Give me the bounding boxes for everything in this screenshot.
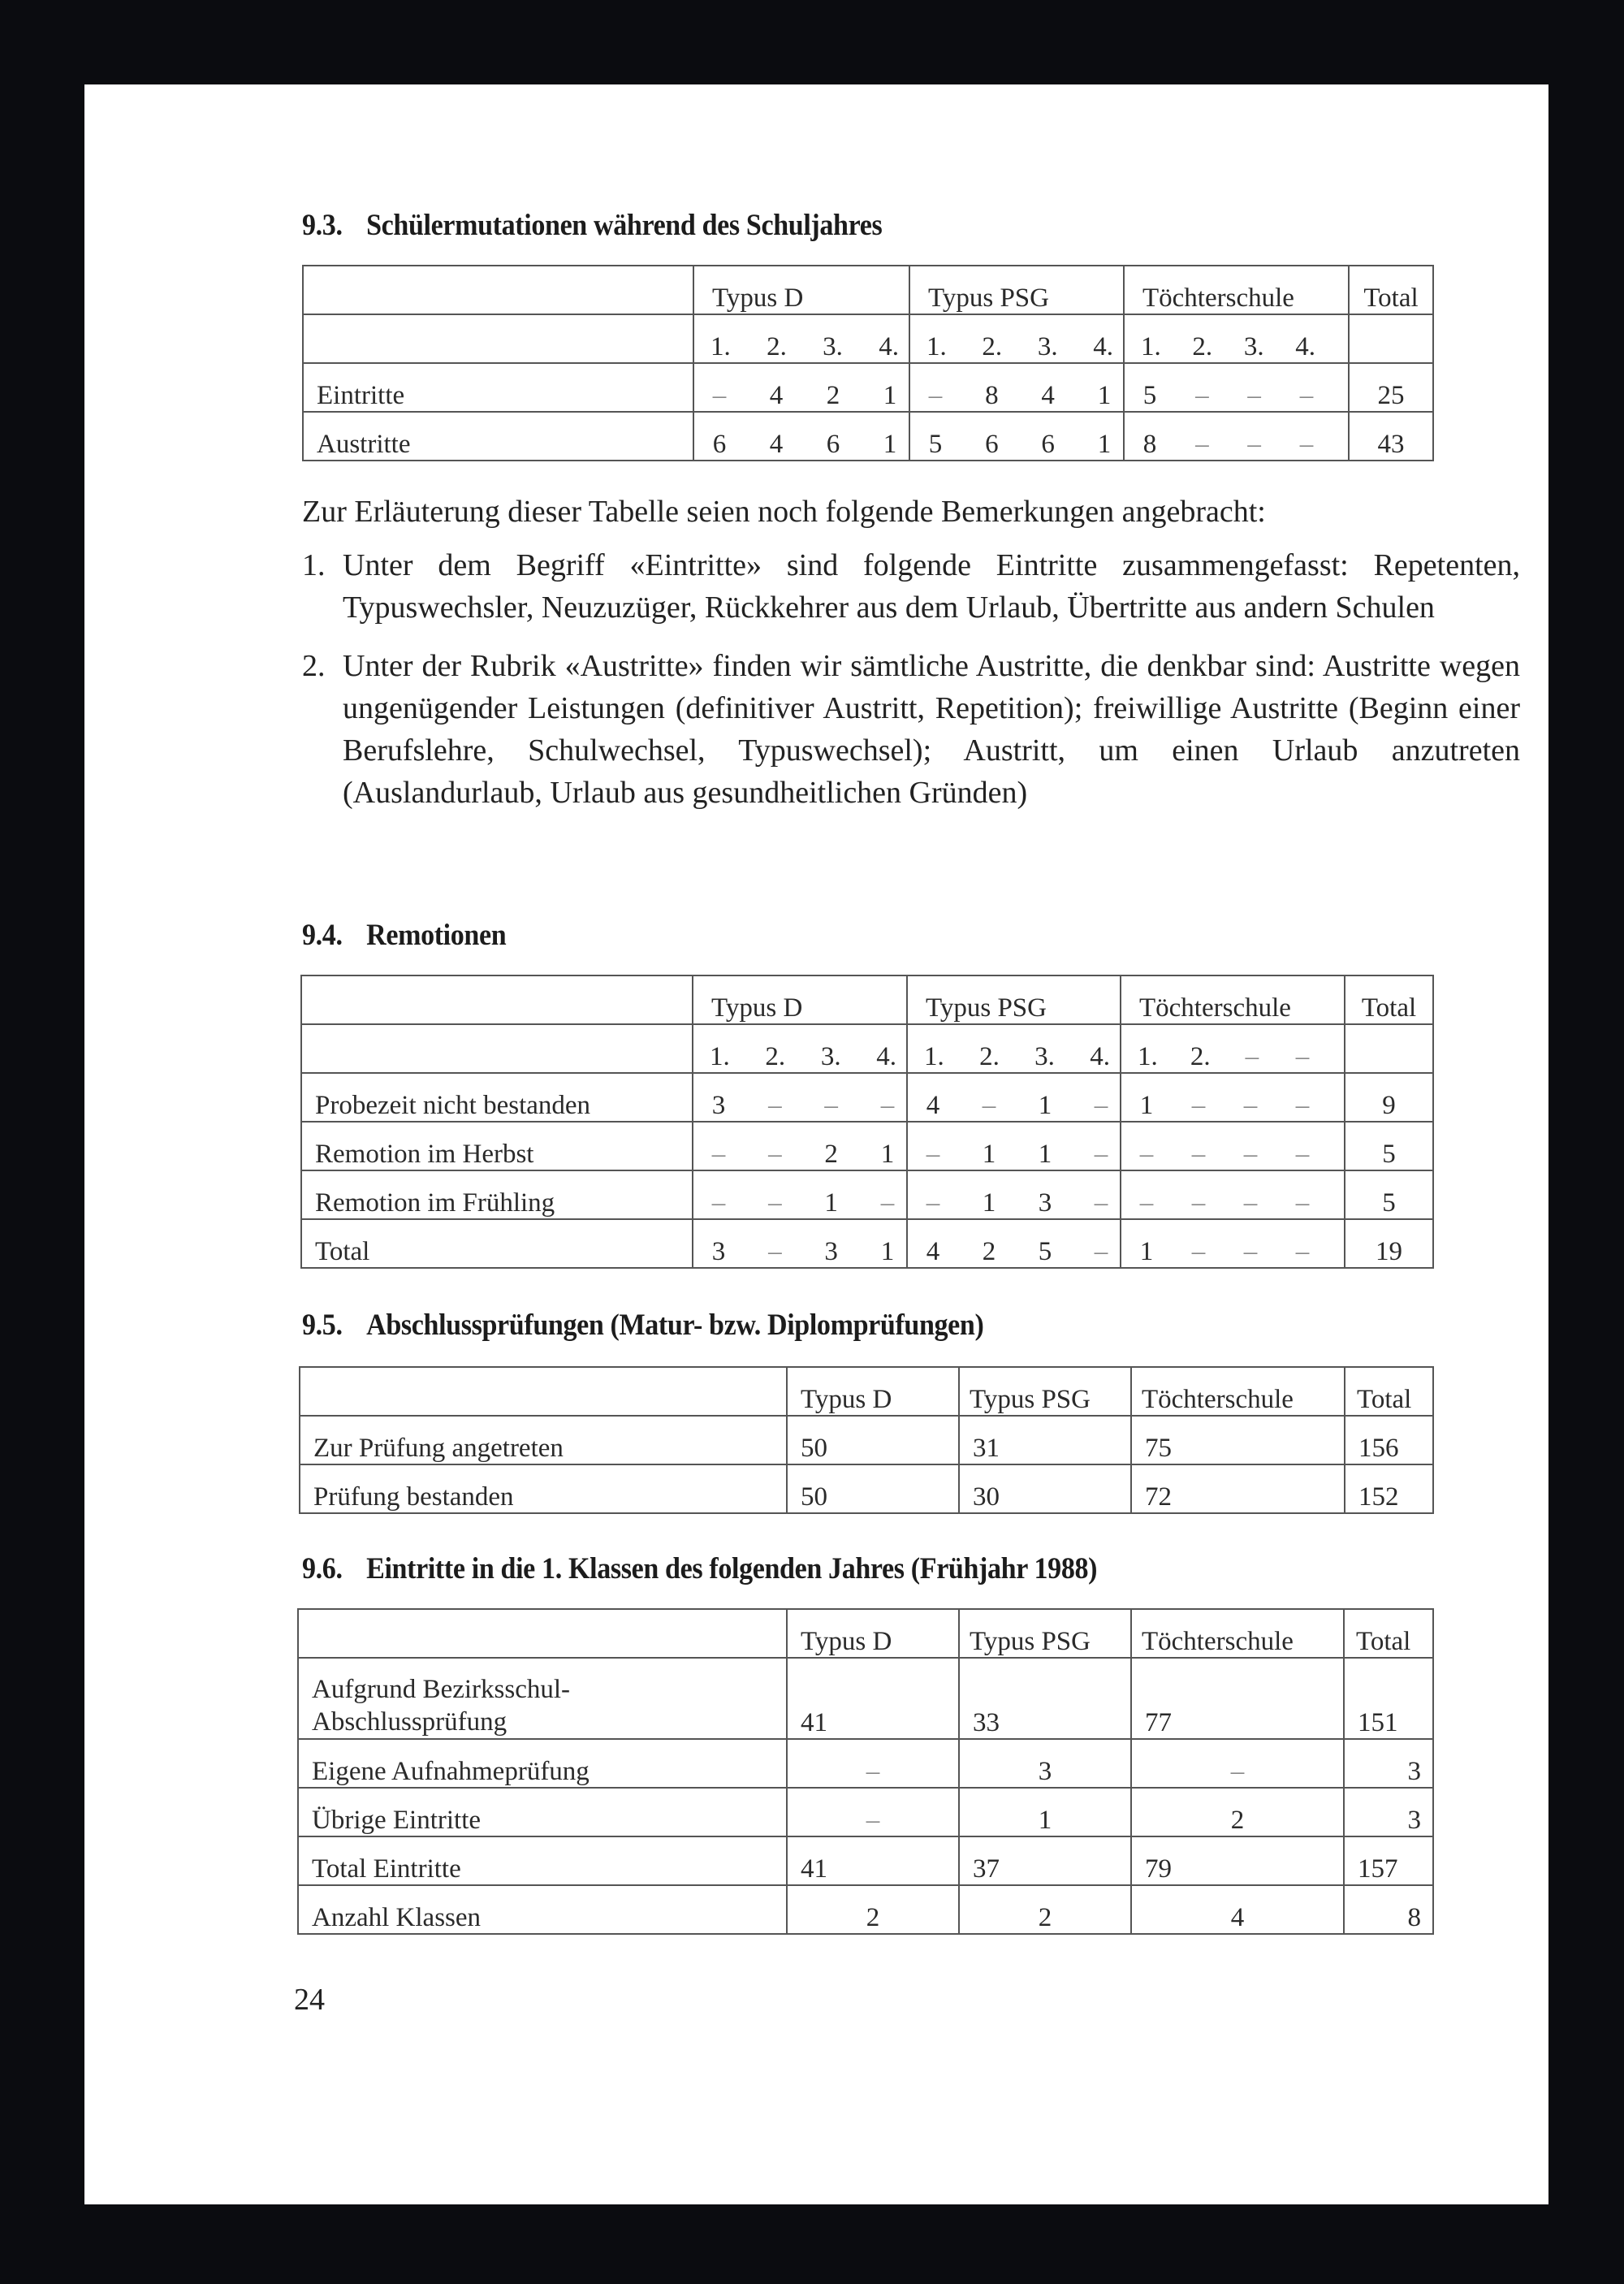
header-toechterschule: Töchterschule — [1131, 1367, 1345, 1416]
row-label: Anzahl Klassen — [298, 1885, 787, 1934]
cell: – — [1243, 1140, 1258, 1169]
header-typus-psg: Typus PSG — [959, 1609, 1131, 1658]
cell: – — [711, 1140, 726, 1169]
empty-header-cell — [298, 1609, 787, 1658]
cell: – — [1139, 1140, 1154, 1169]
header-typus-d: Typus D — [693, 266, 909, 314]
cell: – — [1299, 430, 1314, 459]
value-toechterschule: 79 — [1131, 1836, 1344, 1885]
class-label: 2. — [982, 332, 1003, 361]
section-heading-9-6 — [302, 1551, 1097, 1586]
empty-cell — [301, 1024, 693, 1073]
cells-typus-psg — [907, 1122, 1121, 1170]
row-label: Zur Prüfung angetreten — [300, 1416, 787, 1464]
cells-typus-psg — [907, 1219, 1121, 1268]
table-row — [298, 1658, 1433, 1739]
value-typus-d: 2 — [787, 1885, 959, 1934]
class-label: 4. — [879, 332, 899, 361]
row-label-line-1: Aufgrund Bezirksschul- — [312, 1675, 571, 1704]
table-abschlusspruefungen — [299, 1366, 1434, 1514]
cell: 8 — [985, 381, 999, 410]
section-title: Abschlussprüfungen (Matur- bzw. Diplomprüfungen) — [366, 1309, 984, 1342]
header-typus-d: Typus D — [787, 1609, 959, 1658]
cell: 4 — [1041, 381, 1055, 410]
table-row — [298, 1885, 1433, 1934]
notes-list — [302, 544, 1520, 814]
cell: – — [1295, 1188, 1310, 1218]
cell: 3 — [824, 1237, 838, 1266]
cell: 4 — [769, 430, 784, 459]
cell: 2 — [982, 1237, 996, 1266]
header-total: Total — [1345, 1367, 1433, 1416]
cells-toechterschule — [1121, 1073, 1345, 1122]
note-item — [302, 544, 1520, 629]
document-page — [84, 84, 1548, 2204]
empty-header-cell — [300, 1367, 787, 1416]
cell: – — [711, 1188, 726, 1218]
cells-typus-d — [693, 412, 909, 461]
table-row — [301, 1122, 1433, 1170]
cell: 2 — [826, 381, 840, 410]
class-label: 4. — [1090, 1042, 1110, 1071]
cell: – — [1247, 430, 1261, 459]
cells-typus-d — [693, 1073, 907, 1122]
row-total: 9 — [1345, 1073, 1433, 1122]
row-label: Remotion im Frühling — [301, 1170, 693, 1219]
cell: 3 — [711, 1091, 726, 1120]
header-typus-psg: Typus PSG — [909, 266, 1124, 314]
cell: 2 — [824, 1140, 838, 1169]
table-row — [300, 1416, 1433, 1464]
cell: – — [1243, 1237, 1258, 1266]
class-label: 4. — [876, 1042, 896, 1071]
header-total: Total — [1345, 975, 1433, 1024]
cell: – — [1195, 430, 1209, 459]
note-item — [302, 645, 1520, 814]
cell: – — [926, 1188, 940, 1218]
row-total: 25 — [1349, 363, 1433, 412]
cell: – — [1191, 1091, 1206, 1120]
class-label: 1. — [710, 332, 731, 361]
cell: – — [1094, 1188, 1108, 1218]
cell: – — [926, 1140, 940, 1169]
header-toechterschule: Töchterschule — [1131, 1609, 1344, 1658]
empty-header-cell — [301, 975, 693, 1024]
section-heading-9-5 — [302, 1308, 983, 1343]
table-row — [300, 1464, 1433, 1513]
row-total: 43 — [1349, 412, 1433, 461]
table-schuelermutationen — [302, 265, 1434, 461]
cell: – — [768, 1237, 782, 1266]
cells-typus-d — [693, 1170, 907, 1219]
value-total: 3 — [1344, 1788, 1433, 1836]
table-row — [298, 1739, 1433, 1788]
class-header-row — [303, 314, 1433, 363]
cell: – — [1295, 1140, 1310, 1169]
table-row-total — [301, 1219, 1433, 1268]
class-label: 1. — [1138, 1042, 1158, 1071]
cell: 1 — [1139, 1237, 1154, 1266]
cell: 5 — [1038, 1237, 1052, 1266]
cells-toechterschule — [1121, 1219, 1345, 1268]
row-total: 5 — [1345, 1170, 1433, 1219]
value-typus-d: – — [787, 1788, 959, 1836]
class-label: 3. — [823, 332, 843, 361]
cells-toechterschule — [1124, 363, 1349, 412]
empty-cell — [1345, 1024, 1433, 1073]
cell: – — [1299, 381, 1314, 410]
class-label: 2. — [1190, 1042, 1211, 1071]
cell: – — [880, 1091, 895, 1120]
cells-typus-d — [693, 1122, 907, 1170]
page-number: 24 — [294, 1983, 325, 2017]
value-typus-d: 41 — [787, 1658, 959, 1739]
row-label: Eigene Aufnahmeprüfung — [298, 1739, 787, 1788]
cell: – — [768, 1091, 782, 1120]
header-typus-d: Typus D — [787, 1367, 959, 1416]
cell: – — [1295, 1237, 1310, 1266]
value-typus-psg: 1 — [959, 1788, 1131, 1836]
empty-cell — [1349, 314, 1433, 363]
table-row — [303, 363, 1433, 412]
cell: – — [1243, 1188, 1258, 1218]
cell: – — [768, 1140, 782, 1169]
value-typus-d: 50 — [787, 1464, 959, 1513]
row-label — [298, 1658, 787, 1739]
cell: 1 — [824, 1188, 838, 1218]
cell: 1 — [1139, 1091, 1154, 1120]
row-label: Total — [301, 1219, 693, 1268]
header-toechterschule: Töchterschule — [1124, 266, 1349, 314]
class-label: 2. — [1192, 332, 1213, 361]
cell: – — [824, 1091, 838, 1120]
value-toechterschule: 72 — [1131, 1464, 1345, 1513]
class-label: 2. — [765, 1042, 786, 1071]
table-eintritte-1-klassen — [297, 1608, 1434, 1935]
header-typus-d: Typus D — [693, 975, 907, 1024]
cell: 4 — [926, 1237, 940, 1266]
empty-cell — [303, 314, 693, 363]
class-label: 3. — [820, 1042, 841, 1071]
value-typus-psg: 33 — [959, 1658, 1131, 1739]
section-number: 9.4. — [302, 919, 343, 952]
cell: – — [1094, 1237, 1108, 1266]
value-total: 8 — [1344, 1885, 1433, 1934]
cell: – — [1191, 1140, 1206, 1169]
cell: – — [1094, 1091, 1108, 1120]
notes-block — [302, 491, 1520, 533]
row-label: Eintritte — [303, 363, 693, 412]
row-label-line-2: Abschlussprüfung — [312, 1707, 508, 1737]
cell: 1 — [1097, 381, 1112, 410]
class-label: 1. — [1141, 332, 1161, 361]
class-headers-typus-psg — [909, 314, 1124, 363]
class-label: 1. — [924, 1042, 944, 1071]
table-row — [301, 1170, 1433, 1219]
class-label: 1. — [926, 332, 947, 361]
section-number: 9.6. — [302, 1552, 343, 1585]
row-label: Übrige Eintritte — [298, 1788, 787, 1836]
value-total: 152 — [1345, 1464, 1433, 1513]
note-text: Unter der Rubrik «Austritte» finden wir sämtliche Austritte, die denkbar sind: Austritte wegen ungenügender Leistungen (definitiver Austritt, Repetition); freiwillige Austritte (Beginn einer Berufslehre, Schulwechsel, Typuswechsel); Austritt, um einen Urlaub anzutreten (Auslandurlaub, Urlaub aus gesundheitlichen Gründen) — [343, 649, 1520, 810]
cells-typus-d — [693, 363, 909, 412]
cell: 5 — [1142, 381, 1157, 410]
cells-toechterschule — [1121, 1170, 1345, 1219]
section-heading-9-3 — [302, 208, 882, 243]
value-total: 3 — [1344, 1739, 1433, 1788]
row-total: 19 — [1345, 1219, 1433, 1268]
cell: 8 — [1142, 430, 1157, 459]
class-label: – — [1245, 1042, 1259, 1071]
row-label: Probezeit nicht bestanden — [301, 1073, 693, 1122]
value-typus-psg: 30 — [959, 1464, 1131, 1513]
class-label: 2. — [767, 332, 787, 361]
value-typus-psg: 2 — [959, 1885, 1131, 1934]
class-headers-typus-psg — [907, 1024, 1121, 1073]
cell: – — [1295, 1091, 1310, 1120]
cell: 6 — [712, 430, 727, 459]
cell: 1 — [1038, 1091, 1052, 1120]
class-headers-toechterschule — [1121, 1024, 1345, 1073]
cell: 3 — [1038, 1188, 1052, 1218]
value-toechterschule: 4 — [1131, 1885, 1344, 1934]
cell: 1 — [883, 381, 897, 410]
table-row — [298, 1788, 1433, 1836]
cell: – — [928, 381, 943, 410]
table-row — [298, 1836, 1433, 1885]
section-heading-9-4 — [302, 918, 506, 953]
cell: – — [1094, 1140, 1108, 1169]
class-label: 3. — [1037, 332, 1058, 361]
value-total: 157 — [1344, 1836, 1433, 1885]
section-title: Eintritte in die 1. Klassen des folgenden Jahres (Frühjahr 1988) — [366, 1552, 1098, 1585]
cells-typus-psg — [907, 1170, 1121, 1219]
class-label: 3. — [1243, 332, 1264, 361]
row-label: Austritte — [303, 412, 693, 461]
table-row — [303, 412, 1433, 461]
row-label: Remotion im Herbst — [301, 1122, 693, 1170]
class-label: 2. — [979, 1042, 1000, 1071]
note-marker: 1. — [302, 548, 326, 582]
row-total: 5 — [1345, 1122, 1433, 1170]
value-toechterschule: 2 — [1131, 1788, 1344, 1836]
class-headers-toechterschule — [1124, 314, 1349, 363]
header-typus-psg: Typus PSG — [959, 1367, 1131, 1416]
table-row — [301, 1073, 1433, 1122]
value-toechterschule: 77 — [1131, 1658, 1344, 1739]
cell: 1 — [1097, 430, 1112, 459]
cell: 4 — [769, 381, 784, 410]
cell: – — [712, 381, 727, 410]
notes-intro: Zur Erläuterung dieser Tabelle seien noch folgende Bemerkungen angebracht: — [302, 495, 1266, 529]
cells-typus-psg — [909, 412, 1124, 461]
cell: 1 — [880, 1237, 895, 1266]
cell: 1 — [982, 1140, 996, 1169]
header-toechterschule: Töchterschule — [1121, 975, 1345, 1024]
note-marker: 2. — [302, 649, 326, 683]
class-headers-typus-d — [693, 1024, 907, 1073]
cells-typus-d — [693, 1219, 907, 1268]
cell: – — [1191, 1237, 1206, 1266]
cell: 6 — [826, 430, 840, 459]
value-total: 151 — [1344, 1658, 1433, 1739]
cell: – — [1195, 381, 1209, 410]
value-total: 156 — [1345, 1416, 1433, 1464]
table-remotionen — [300, 975, 1434, 1269]
cell: – — [982, 1091, 996, 1120]
table-header-row — [298, 1609, 1433, 1658]
cells-toechterschule — [1121, 1122, 1345, 1170]
class-label: – — [1295, 1042, 1310, 1071]
cell: 1 — [1038, 1140, 1052, 1169]
value-toechterschule: 75 — [1131, 1416, 1345, 1464]
cell: – — [1247, 381, 1261, 410]
cell: – — [880, 1188, 895, 1218]
cell: 3 — [711, 1237, 726, 1266]
class-label: 4. — [1295, 332, 1315, 361]
class-label: 1. — [710, 1042, 730, 1071]
class-headers-typus-d — [693, 314, 909, 363]
cells-toechterschule — [1124, 412, 1349, 461]
header-total: Total — [1349, 266, 1433, 314]
cell: 6 — [985, 430, 999, 459]
value-typus-psg: 3 — [959, 1739, 1131, 1788]
value-toechterschule: – — [1131, 1739, 1344, 1788]
cell: – — [1139, 1188, 1154, 1218]
row-label: Total Eintritte — [298, 1836, 787, 1885]
section-title: Remotionen — [366, 919, 507, 952]
cell: 1 — [883, 430, 897, 459]
row-label: Prüfung bestanden — [300, 1464, 787, 1513]
section-number: 9.5. — [302, 1309, 343, 1342]
section-number: 9.3. — [302, 209, 343, 242]
cell: 4 — [926, 1091, 940, 1120]
cell: – — [1191, 1188, 1206, 1218]
empty-header-cell — [303, 266, 693, 314]
value-typus-d: 50 — [787, 1416, 959, 1464]
note-text: Unter dem Begriff «Eintritte» sind folgende Eintritte zusammengefasst: Repetenten, Typuswechsler, Neuzuzüger, Rückkehrer aus dem Urlaub, Übertritte aus andern Schulen — [343, 548, 1520, 625]
header-total: Total — [1344, 1609, 1433, 1658]
cell: 6 — [1041, 430, 1055, 459]
table-header-row — [303, 266, 1433, 314]
section-title: Schülermutationen während des Schuljahres — [366, 209, 883, 242]
class-label: 4. — [1093, 332, 1113, 361]
table-header-row — [301, 975, 1433, 1024]
value-typus-psg: 37 — [959, 1836, 1131, 1885]
cell: – — [1243, 1091, 1258, 1120]
value-typus-d: – — [787, 1739, 959, 1788]
class-header-row — [301, 1024, 1433, 1073]
cell: 5 — [928, 430, 943, 459]
header-typus-psg: Typus PSG — [907, 975, 1121, 1024]
cell: 1 — [982, 1188, 996, 1218]
cell: – — [768, 1188, 782, 1218]
cells-typus-psg — [909, 363, 1124, 412]
cell: 1 — [880, 1140, 895, 1169]
table-header-row — [300, 1367, 1433, 1416]
cells-typus-psg — [907, 1073, 1121, 1122]
value-typus-d: 41 — [787, 1836, 959, 1885]
value-typus-psg: 31 — [959, 1416, 1131, 1464]
class-label: 3. — [1034, 1042, 1055, 1071]
